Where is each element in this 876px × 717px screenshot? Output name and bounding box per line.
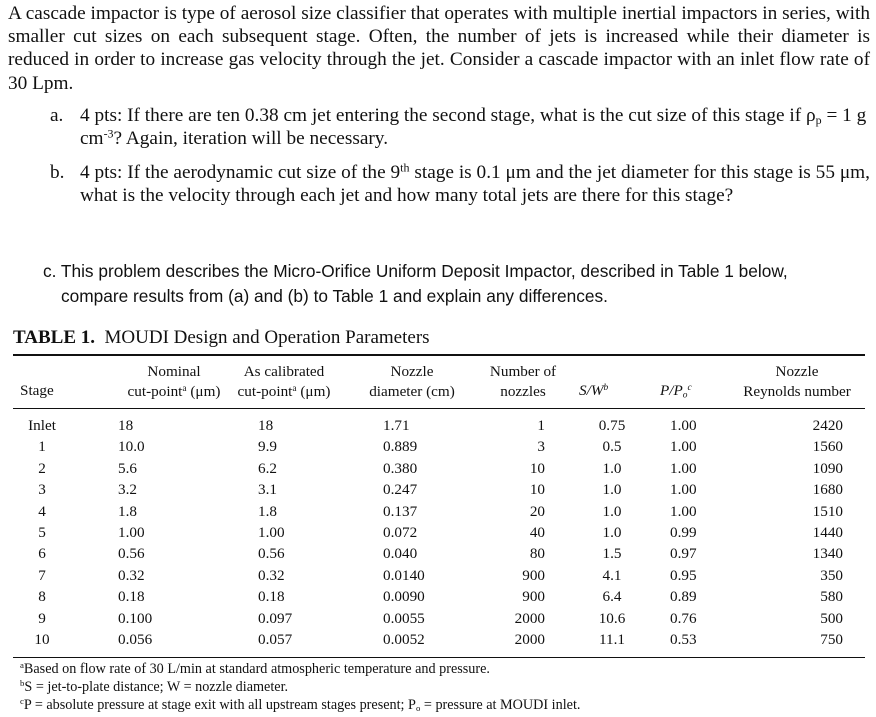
cell-s-over-w: 0.5 <box>602 438 622 456</box>
header-stage: Stage <box>20 382 54 399</box>
cell-nominal: 0.100 <box>118 609 153 627</box>
cell-reynolds: 1560 <box>812 438 843 456</box>
cell-nozzle-diameter: 0.040 <box>383 545 418 563</box>
cell-stage: Inlet <box>28 417 56 434</box>
cell-s-over-w: 1.0 <box>602 481 622 499</box>
cell-nozzle-diameter: 0.0055 <box>383 609 425 627</box>
cell-nozzle-diameter: 0.072 <box>383 524 418 541</box>
cell-nozzle-diameter: 0.247 <box>383 481 418 499</box>
table-row <box>0 565 876 586</box>
header-s-over-w: $S/W^b$ <box>579 382 609 399</box>
cell-calibrated: 18 <box>258 417 274 434</box>
cell-stage: 7 <box>38 566 46 584</box>
table-title: TABLE 1. MOUDI Design and Operation Parameters <box>13 327 430 348</box>
cell-nozzle-diameter: 0.889 <box>383 438 418 456</box>
header-number-of-nozzles: Number of nozzles <box>489 363 557 400</box>
cell-nozzle-diameter: 0.0090 <box>383 588 425 606</box>
cell-s-over-w: 4.1 <box>602 566 622 584</box>
part-a-text: 4 pts: If there are ten 0.38 cm jet entering the second stage, what is the cut size of this stage if $\rho_p = 1$ g $cm^{-3}$? Again, iteration will be necessary. <box>80 105 867 150</box>
cell-calibrated: 6.2 <box>258 459 277 477</box>
cell-s-over-w: 1.0 <box>602 524 622 541</box>
cell-nominal: 5.6 <box>118 459 137 477</box>
table-top-rule <box>13 354 865 356</box>
part-c-line-2: compare results from (a) and (b) to Table 1 and explain any differences. <box>61 286 608 306</box>
cell-stage: 4 <box>38 502 46 520</box>
cell-reynolds: 580 <box>820 588 843 606</box>
cell-nozzle-diameter: 0.0052 <box>383 631 425 648</box>
cell-nozzle-diameter: 1.71 <box>383 417 410 434</box>
cell-calibrated: 0.057 <box>258 631 293 648</box>
part-b-text: 4 pts: If the aerodynamic cut size of the 9th stage is 0.1 μm and the jet diameter for this stage is 55 μm, what is the velocity through each jet and how many total jets are there for this stage? <box>80 160 870 207</box>
cell-nozzle-count: 10 <box>529 481 545 499</box>
cell-nominal: 0.56 <box>118 545 145 563</box>
cell-reynolds: 1510 <box>812 502 843 520</box>
problem-intro: A cascade impactor is type of aerosol size classifier that operates with multiple inertial impactors in series, with smaller cut sizes on each subsequent stage. Often, the number of jets is increased while their diameter is reduced in order to increase gas velocity through the jet. Consider a cascade impactor with an inlet flow rate of 30 Lpm. <box>8 3 870 94</box>
cell-p-over-po: 1.00 <box>670 481 697 499</box>
cell-nominal: 3.2 <box>118 481 137 499</box>
cell-calibrated: 1.8 <box>258 502 277 520</box>
cell-p-over-po: 1.00 <box>670 459 697 477</box>
cell-nominal: 18 <box>118 417 134 434</box>
cell-nozzle-count: 10 <box>529 459 545 477</box>
part-b-letter: b. <box>50 162 65 183</box>
part-a-letter: a. <box>50 105 64 126</box>
cell-calibrated: 3.1 <box>258 481 277 499</box>
cell-p-over-po: 1.00 <box>670 502 697 520</box>
cell-nozzle-count: 20 <box>529 502 545 520</box>
cell-reynolds: 1440 <box>812 524 843 541</box>
cell-reynolds: 750 <box>820 631 843 648</box>
table-row <box>0 458 876 479</box>
table-row <box>0 543 876 564</box>
cell-nozzle-count: 900 <box>522 566 545 584</box>
cell-p-over-po: 1.00 <box>670 438 697 456</box>
footnote-b: $^b$S = jet-to-plate distance; W = nozzle diameter. <box>20 678 289 695</box>
cell-nozzle-count: 2000 <box>514 631 545 648</box>
cell-reynolds: 350 <box>820 566 843 584</box>
table-row <box>0 436 876 457</box>
table-row <box>0 629 876 650</box>
header-p-over-po: $P/P_o^c$ <box>660 382 692 401</box>
table-row <box>0 415 876 436</box>
header-calibrated: As calibrated cut-point$^a$ (μm) <box>237 363 331 400</box>
table-header-rule <box>13 408 865 409</box>
cell-p-over-po: 0.97 <box>670 545 697 563</box>
cell-p-over-po: 0.99 <box>670 524 697 541</box>
cell-reynolds: 500 <box>820 609 843 627</box>
cell-s-over-w: 11.1 <box>598 631 625 648</box>
cell-stage: 2 <box>38 459 46 477</box>
footnote-c: $^c$P = absolute pressure at stage exit with all upstream stages present; $P_o$ = pressure at MOUDI inlet. <box>20 696 581 714</box>
cell-s-over-w: 1.0 <box>602 459 622 477</box>
cell-stage: 10 <box>34 631 50 648</box>
cell-calibrated: 0.56 <box>258 545 285 563</box>
cell-p-over-po: 1.00 <box>670 417 697 434</box>
table-row <box>0 608 876 629</box>
cell-nominal: 10.0 <box>118 438 145 456</box>
cell-nozzle-count: 900 <box>522 588 545 606</box>
cell-nozzle-count: 2000 <box>514 609 545 627</box>
table-row <box>0 586 876 607</box>
cell-reynolds: 1090 <box>812 459 843 477</box>
cell-nozzle-diameter: 0.380 <box>383 459 418 477</box>
cell-s-over-w: 10.6 <box>598 609 626 627</box>
header-reynolds: Nozzle Reynolds number <box>743 363 851 400</box>
cell-calibrated: 0.18 <box>258 588 285 606</box>
cell-p-over-po: 0.95 <box>670 566 697 584</box>
cell-stage: 1 <box>38 438 46 456</box>
part-c-line-1: c. This problem describes the Micro-Orifice Uniform Deposit Impactor, described in Table 1 below, <box>43 261 788 281</box>
cell-p-over-po: 0.89 <box>670 588 697 606</box>
cell-calibrated: 1.00 <box>258 524 285 541</box>
table-row <box>0 522 876 543</box>
cell-s-over-w: 0.75 <box>598 417 626 434</box>
cell-stage: 6 <box>38 545 46 563</box>
cell-calibrated: 9.9 <box>258 438 277 456</box>
cell-nozzle-diameter: 0.137 <box>383 502 418 520</box>
cell-s-over-w: 1.5 <box>602 545 622 563</box>
cell-p-over-po: 0.53 <box>670 631 697 648</box>
cell-stage: 8 <box>38 588 46 606</box>
cell-nozzle-count: 1 <box>537 417 545 434</box>
part-c-text <box>43 259 873 309</box>
header-nominal: Nominal cut-point$^a$ (μm) <box>127 363 221 400</box>
cell-nominal: 1.8 <box>118 502 137 520</box>
table-bottom-rule <box>13 657 865 658</box>
cell-stage: 9 <box>38 609 46 627</box>
cell-nominal: 0.32 <box>118 566 145 584</box>
header-nozzle-diameter: Nozzle diameter (cm) <box>369 363 455 400</box>
cell-nozzle-diameter: 0.0140 <box>383 566 425 584</box>
table-row <box>0 501 876 522</box>
table-row <box>0 479 876 500</box>
cell-calibrated: 0.32 <box>258 566 285 584</box>
cell-nominal: 0.18 <box>118 588 145 606</box>
cell-calibrated: 0.097 <box>258 609 293 627</box>
cell-reynolds: 2420 <box>812 417 843 434</box>
cell-stage: 3 <box>38 481 46 499</box>
cell-nozzle-count: 40 <box>529 524 545 541</box>
cell-s-over-w: 1.0 <box>602 502 622 520</box>
cell-stage: 5 <box>38 524 46 541</box>
cell-p-over-po: 0.76 <box>670 609 697 627</box>
cell-nozzle-count: 3 <box>537 438 545 456</box>
cell-reynolds: 1340 <box>812 545 843 563</box>
cell-s-over-w: 6.4 <box>602 588 622 606</box>
cell-nominal: 1.00 <box>118 524 145 541</box>
cell-reynolds: 1680 <box>812 481 843 499</box>
footnote-a: $^a$Based on flow rate of 30 L/min at standard atmospheric temperature and pressure. <box>20 660 490 677</box>
cell-nozzle-count: 80 <box>529 545 545 563</box>
cell-nominal: 0.056 <box>118 631 153 648</box>
